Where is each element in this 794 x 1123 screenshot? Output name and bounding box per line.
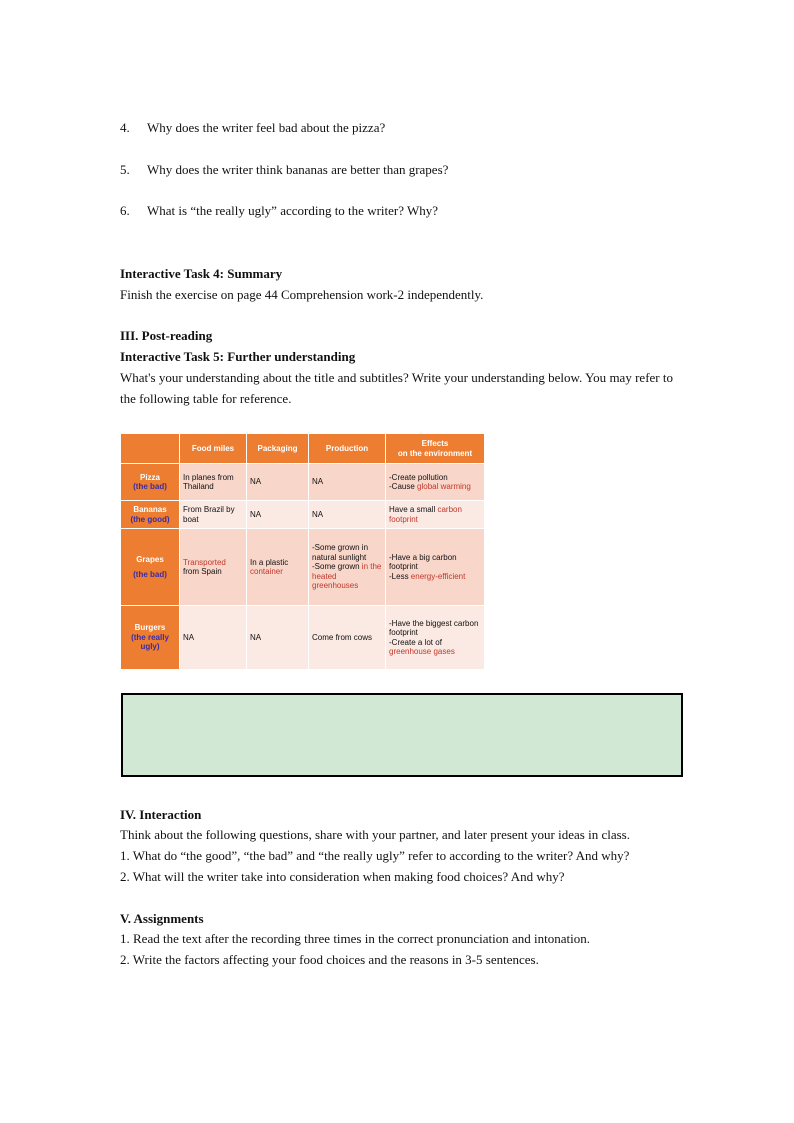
effects-highlight: greenhouse gases <box>389 647 455 656</box>
table-row <box>121 529 485 606</box>
effects-cell <box>386 464 485 501</box>
table-header-corner <box>121 434 180 464</box>
row-head-burgers <box>121 606 180 670</box>
food-name: Burgers <box>134 623 166 633</box>
packaging-cell: NA <box>247 606 309 670</box>
effects-text: -Cause <box>389 482 418 491</box>
effects-highlight: global warming <box>417 482 471 491</box>
effects-cell <box>386 529 485 606</box>
question-6 <box>120 203 438 219</box>
task4-text: Finish the exercise on page 44 Comprehension work-2 independently. <box>120 287 484 302</box>
production-cell: Come from cows <box>309 606 386 670</box>
food-name: Bananas <box>133 505 167 514</box>
packaging-cell <box>247 529 309 606</box>
effects-text: Have a small <box>389 505 438 514</box>
production-cell: NA <box>309 464 386 501</box>
effects-highlight: energy-efficient <box>410 571 466 581</box>
food-miles-cell: In planes from Thailand <box>180 464 247 501</box>
section4-line: 2. What will the writer take into consideration when making food choices? And why? <box>120 869 565 884</box>
production-line: -Some grown in natural sunlight <box>312 543 369 562</box>
section5-line: 2. Write the factors affecting your food choices and the reasons in 3-5 sentences. <box>120 952 539 967</box>
packaging-cell: NA <box>247 501 309 529</box>
answer-box[interactable] <box>121 693 683 777</box>
production-text: -Some grown <box>312 562 362 572</box>
packaging-cell: NA <box>247 464 309 501</box>
effects-highlight: carbon footprint <box>389 505 462 524</box>
table-row <box>121 501 485 529</box>
task5-text: What's your understanding about the title and subtitles? Write your understanding below. You may refer to the following table for reference. <box>120 370 673 406</box>
section5-line: 1. Read the text after the recording three times in the correct pronunciation and intonation. <box>120 931 590 946</box>
table-header-food-miles: Food miles <box>180 434 247 464</box>
question-text: Why does the writer think bananas are better than grapes? <box>147 162 449 177</box>
effects-cell <box>386 501 485 529</box>
food-name: Pizza <box>139 472 160 482</box>
effects-text: -Less <box>389 571 411 581</box>
food-miles-cell: From Brazil by boat <box>180 501 247 529</box>
effects-line: -Have the biggest carbon footprint <box>389 618 479 637</box>
question-text: What is “the really ugly” according to the writer? Why? <box>147 203 439 218</box>
question-number: 5. <box>120 162 130 177</box>
task5-title: Interactive Task 5: Further understanding <box>120 349 356 364</box>
table-header-row <box>121 434 485 464</box>
production-cell: NA <box>309 501 386 529</box>
question-text: Why does the writer feel bad about the pizza? <box>147 120 386 135</box>
table-header-production: Production <box>309 434 386 464</box>
food-tag: (the good) <box>130 514 170 524</box>
reference-table <box>120 433 485 670</box>
food-tag: (the really ugly) <box>131 632 169 652</box>
task4-title: Interactive Task 4: Summary <box>120 266 283 281</box>
question-5 <box>120 162 448 178</box>
table-header-effects: Effects on the environment <box>386 434 485 464</box>
section4-line: 1. What do “the good”, “the bad” and “the really ugly” refer to according to the writer? And why? <box>120 848 630 863</box>
row-head-pizza <box>121 464 180 501</box>
table-row <box>121 606 485 670</box>
table-row <box>121 464 485 501</box>
section4-title: IV. Interaction <box>120 807 202 822</box>
packaging-text: In a plastic <box>250 557 289 567</box>
food-tag: (the bad) <box>133 570 167 579</box>
section3-title: III. Post-reading <box>120 328 213 343</box>
row-head-grapes <box>121 529 180 606</box>
food-miles-text: from Spain <box>183 567 222 576</box>
effects-line: -Have a big carbon footprint <box>389 552 457 572</box>
effects-line: -Create pollution <box>389 472 448 482</box>
food-miles-cell <box>180 529 247 606</box>
food-name: Grapes <box>136 554 164 564</box>
food-miles-cell: NA <box>180 606 247 670</box>
section4-line: Think about the following questions, share with your partner, and later present your ideas in class. <box>120 827 630 842</box>
production-highlight: in the heated greenhouses <box>312 562 382 591</box>
table-header-packaging: Packaging <box>247 434 309 464</box>
question-4 <box>120 120 385 136</box>
production-cell <box>309 529 386 606</box>
section5-title: V. Assignments <box>120 911 204 926</box>
effects-cell <box>386 606 485 670</box>
question-number: 6. <box>120 203 130 218</box>
effects-line <box>389 482 481 492</box>
food-miles-highlight: Transported <box>183 557 226 567</box>
food-tag: (the bad) <box>133 482 167 491</box>
packaging-highlight: container <box>250 567 283 576</box>
production-line <box>312 562 382 591</box>
effects-line: -Create a lot of <box>389 637 442 647</box>
row-head-bananas <box>121 501 180 529</box>
effects-line <box>389 572 481 582</box>
question-number: 4. <box>120 120 130 135</box>
